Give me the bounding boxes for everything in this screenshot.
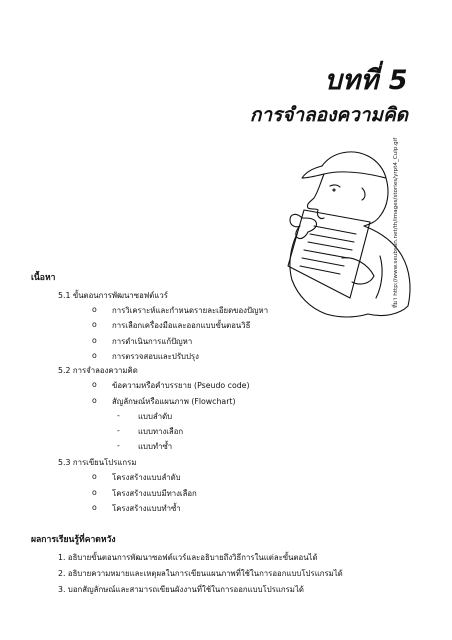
list-subitem: แบบทำซ้ำ — [138, 442, 173, 451]
list-subitem: แบบลำดับ — [138, 412, 173, 421]
list-item: การเลือกเครื่องมือและออกแบบขั้นตอนวิธี — [112, 321, 251, 330]
list-subitem: แบบทางเลือก — [138, 427, 184, 436]
figure-source-caption: ที่มา http://www.seubsan.net/th/images/stories/yrpt4_Culp.gif — [393, 137, 399, 308]
section-5-3-label: 5.3 การเขียนโปรแกรม — [58, 458, 137, 467]
dash-bullet-icon: - — [117, 411, 120, 420]
bullet-o-icon: o — [92, 380, 97, 389]
list-item: การตรวจสอบและปรับปรุง — [112, 352, 199, 361]
list-item: สัญลักษณ์หรือแผนภาพ (Flowchart) — [112, 397, 236, 406]
bullet-o-icon: o — [92, 503, 97, 512]
chapter-number: บทที่ 5 — [324, 65, 408, 96]
list-item: โครงสร้างแบบทำซ้ำ — [112, 504, 181, 513]
bullet-o-icon: o — [92, 305, 97, 314]
contents-heading: เนื้อหา — [31, 273, 56, 283]
outcome-item: 1. อธิบายขั้นตอนการพัฒนาซอฟต์แวร์และอธิบายถึงวิธีการในแต่ละขั้นตอนได้ — [58, 553, 318, 562]
list-item: การวิเคราะห์และกำหนดรายละเอียดของปัญหา — [112, 306, 269, 315]
list-item: การดำเนินการแก้ปัญหา — [112, 337, 193, 346]
list-item: ข้อความหรือคำบรรยาย (Pseudo code) — [112, 381, 250, 390]
bullet-o-icon: o — [92, 488, 97, 497]
bullet-o-icon: o — [92, 320, 97, 329]
bullet-o-icon: o — [92, 351, 97, 360]
list-item: โครงสร้างแบบลำดับ — [112, 473, 181, 482]
dash-bullet-icon: - — [117, 426, 120, 435]
chapter-title: การจำลองความคิด — [249, 104, 408, 126]
bullet-o-icon: o — [92, 336, 97, 345]
section-5-1-label: 5.1 ขั้นตอนการพัฒนาซอฟต์แวร์ — [58, 291, 168, 300]
list-item: โครงสร้างแบบมีทางเลือก — [112, 489, 197, 498]
section-5-2-label: 5.2 การจำลองความคิด — [58, 366, 138, 375]
outcome-item: 3. บอกสัญลักษณ์และสามารถเขียนผังงานที่ใช้ในการออกแบบโปรแกรมได้ — [58, 585, 304, 594]
bullet-o-icon: o — [92, 472, 97, 481]
bullet-o-icon: o — [92, 396, 97, 405]
outcome-item: 2. อธิบายความหมายและเหตุผลในการเขียนแผนภาพที่ใช้ในการออกแบบโปรแกรมได้ — [58, 569, 343, 578]
dash-bullet-icon: - — [117, 441, 120, 450]
outcomes-heading: ผลการเรียนรู้ที่คาดหวัง — [31, 535, 116, 545]
